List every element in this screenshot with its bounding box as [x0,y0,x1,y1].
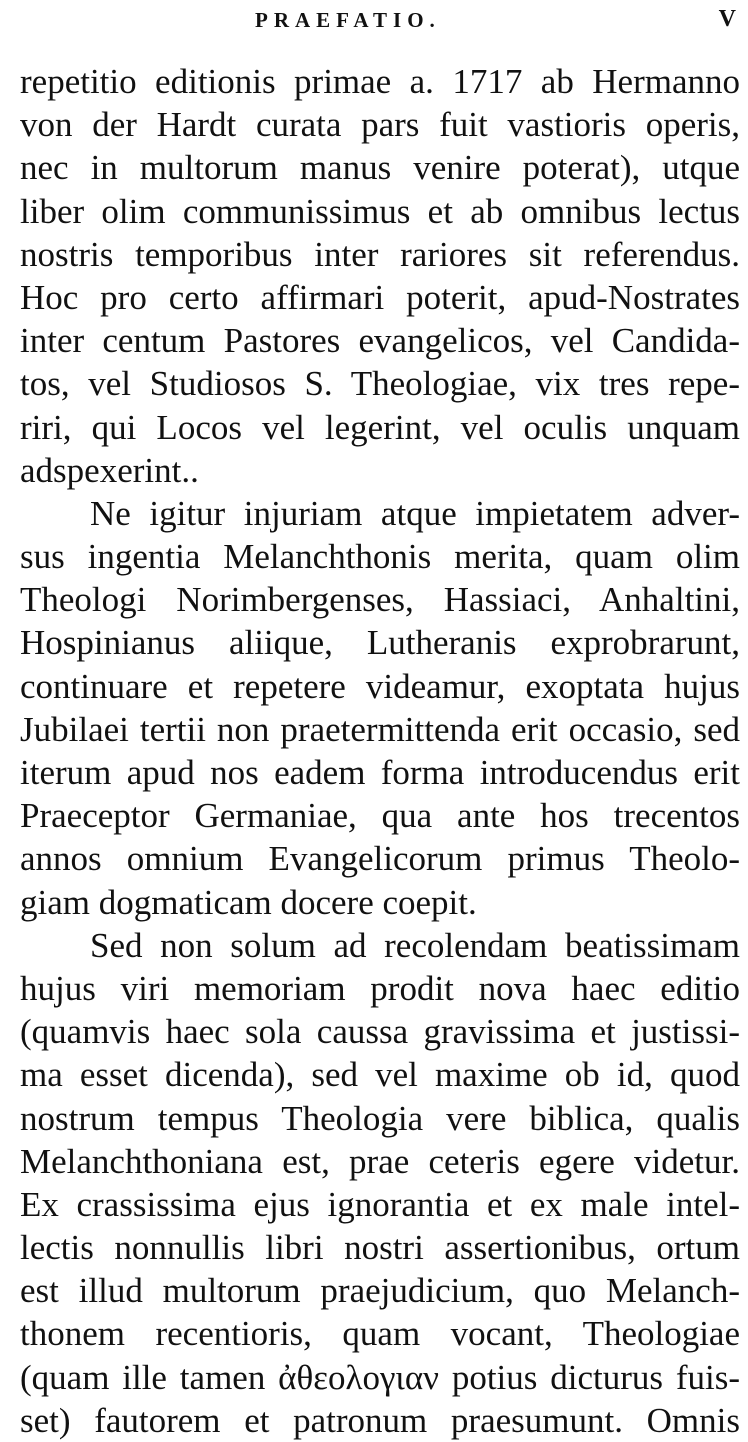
text-line: giam dogmaticam docere coepit. [20,882,477,922]
text-line: Sed non solum ad recolendam beatissimam [90,925,740,965]
text-line: nostrum tempus Theologia vere biblica, qualis [20,1098,740,1138]
text-line: Ne igitur injuriam atque impietatem adver- [90,493,740,533]
text-line: ma esset dicenda), sed vel maxime ob id, quod [20,1055,740,1095]
text-line: thonem recentioris, quam vocant, Theologiae [20,1314,740,1354]
text-line: continuare et repetere videamur, exoptata hujus [20,666,740,706]
text-line: riri, qui Locos vel legerint, vel oculis unquam [20,407,740,447]
text-line: Praeceptor Germaniae, qua ante hos trecentos [20,796,740,836]
running-head: PRAEFATIO. [255,8,441,32]
text-line: Theologi Norimbergenses, Hassiaci, Anhaltini, [20,580,740,620]
text-line: sus ingentia Melanchthonis merita, quam olim [20,537,740,577]
text-line: tos, vel Studiosos S. Theologiae, vix tres repe- [20,364,740,404]
text-line: (quamvis haec sola caussa gravissima et justissi- [20,1012,740,1052]
text-line: liber olim communissimus et ab omnibus lectus [20,191,740,231]
text-line: inter centum Pastores evangelicos, vel Candida- [20,321,740,361]
text-line: Ex crassissima ejus ignorantia et ex male intel- [20,1184,740,1224]
text-line: Jubilaei tertii non praetermittenda erit occasio, sed [20,709,740,749]
text-line: est illud multorum praejudicium, quo Melanch- [20,1271,740,1311]
text-line: lectis nonnullis libri nostri assertionibus, ortum [20,1228,740,1268]
text-line: hujus viri memoriam prodit nova haec editio [20,968,740,1008]
text-line: adspexerint.. [20,450,199,490]
text-line: set) fautorem et patronum praesumunt. Omnis [20,1400,740,1440]
text-line: nec in multorum manus venire poterat), utque [20,148,740,188]
body-text [20,60,740,1442]
text-line: repetitio editionis primae a. 1717 ab Hermanno [20,62,740,101]
text-line: Hoc pro certo affirmari poterit, apud-Nostrates [20,277,740,317]
text-line: Hospinianus aliique, Lutheranis exprobrarunt, [20,623,740,663]
page-header [0,4,748,40]
text-line: nostris temporibus inter rariores sit referendus. [20,234,740,274]
text-line: (quam ille tamen ἀθεολογιαν potius dicturus fuis- [20,1357,740,1397]
text-line: Melanchthoniana est, prae ceteris egere videtur. [20,1141,740,1181]
text-line: von der Hardt curata pars fuit vastioris operis, [20,105,740,145]
text-line: iterum apud nos eadem forma introducendus erit [20,753,740,792]
page-number: V [718,6,736,32]
text-line: annos omnium Evangelicorum primus Theolo- [20,839,740,879]
